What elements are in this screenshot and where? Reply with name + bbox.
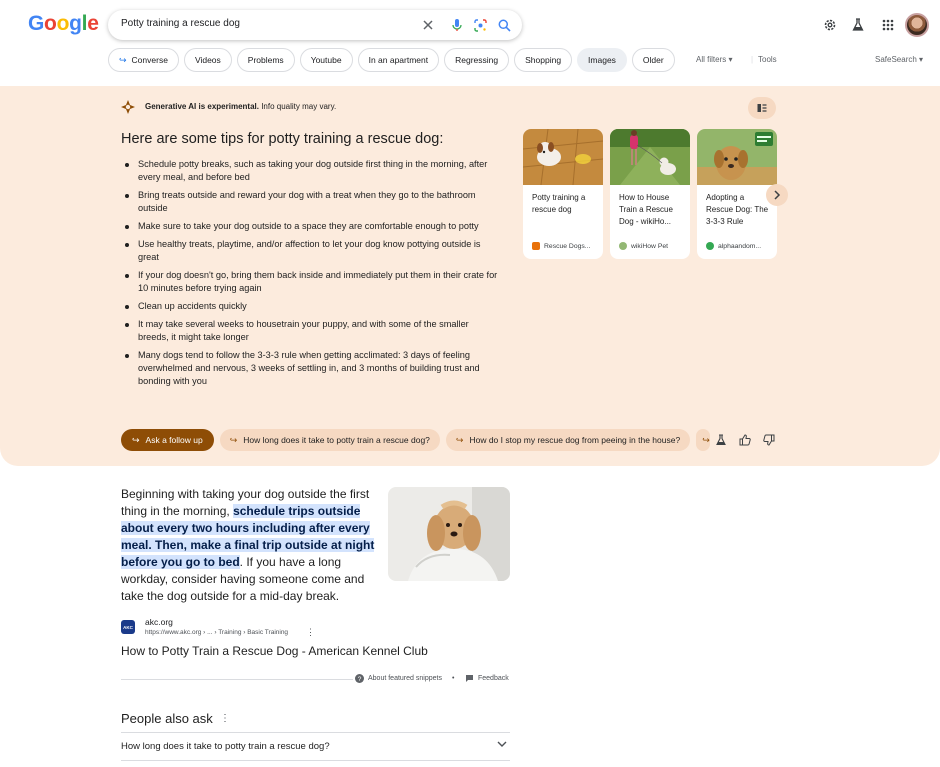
filter-chip-label: Problems	[247, 55, 284, 65]
search-box[interactable]	[108, 10, 522, 40]
feedback-icons	[714, 431, 776, 449]
follow-up-chip[interactable]	[696, 429, 710, 451]
filter-chip-videos[interactable]	[184, 48, 232, 72]
card-title: Potty training a rescue dog	[532, 193, 586, 214]
reply-arrow-icon: ↪	[119, 54, 127, 65]
source-favicon	[532, 242, 540, 250]
all-filters-label: All filters	[696, 55, 727, 64]
tip-item: Use healthy treats, playtime, and/or affection to let your dog know pottying outside is great	[121, 238, 501, 264]
more-options-icon[interactable]: ⋮	[220, 713, 230, 724]
filter-chip-converse[interactable]	[108, 48, 179, 72]
akc-favicon[interactable]: AKC	[121, 620, 135, 634]
filter-chip-images[interactable]	[577, 48, 627, 72]
ai-overview	[0, 86, 940, 466]
tools-button[interactable]: Tools	[758, 55, 777, 64]
ask-follow-up-label: Ask a follow up	[145, 435, 203, 445]
card-source	[619, 242, 668, 250]
about-label: About featured snippets	[368, 675, 442, 682]
card-title: How to House Train a Rescue Dog - wikiHo...	[619, 193, 673, 226]
labs-icon[interactable]	[714, 431, 728, 449]
card-source-label: wikiHow Pet	[631, 242, 669, 250]
svg-text:?: ?	[357, 676, 362, 683]
follow-up-chip[interactable]	[446, 429, 690, 451]
thumbs-up-icon[interactable]	[738, 431, 752, 449]
logo-letter: l	[81, 12, 88, 35]
card-thumbnail	[697, 129, 777, 185]
tip-item: It may take several weeks to housetrain your puppy, and with some of the smaller breeds, it might take longer	[121, 318, 501, 344]
filter-chip-label: Videos	[194, 55, 221, 65]
snippet-image[interactable]	[388, 487, 510, 581]
labs-icon[interactable]	[848, 12, 868, 38]
google-logo[interactable]	[28, 12, 99, 36]
card-source-label: Rescue Dogs...	[544, 242, 591, 250]
feedback-icon	[465, 674, 474, 683]
source-favicon	[619, 242, 627, 250]
filter-chip-label: Images	[588, 55, 616, 65]
reply-arrow-icon: ↪	[229, 434, 238, 445]
card-title: Adopting a Rescue Dog: The 3-3-3 Rule	[706, 193, 769, 226]
ai-disclaimer-rest: Info quality may vary.	[258, 102, 337, 111]
snippet-text-after: . If you have a long workday, consider having someone come and take the dog outside for a mid-day break.	[121, 555, 365, 603]
tip-item: Bring treats outside and reward your dog with a treat when they go to the bathroom outside	[121, 189, 501, 215]
help-icon	[355, 674, 364, 683]
reply-arrow-icon: ↪	[702, 434, 710, 445]
close-icon[interactable]	[420, 17, 436, 33]
tips-list	[121, 158, 501, 393]
filter-chip-regressing[interactable]	[444, 48, 509, 72]
source-site-name[interactable]: akc.org	[145, 617, 173, 627]
filter-chip-in-an-apartment[interactable]	[358, 48, 440, 72]
ai-disclaimer	[145, 102, 336, 111]
card-source-label: alphaandom...	[718, 242, 762, 250]
follow-up-chip[interactable]	[220, 429, 440, 451]
filter-chip-label: Older	[642, 55, 664, 65]
caret-down-icon: ▾	[728, 55, 733, 64]
lens-icon[interactable]	[472, 17, 488, 33]
divider	[121, 732, 510, 733]
source-url[interactable]: https://www.akc.org › ... › Training › Basic Training	[145, 629, 289, 636]
tip-item: Clean up accidents quickly	[121, 300, 501, 313]
more-options-icon[interactable]: ⋮	[306, 627, 315, 637]
feedback-button[interactable]	[465, 674, 509, 683]
snippet-text-before: Beginning with taking your dog outside the first thing in the morning,	[121, 487, 370, 518]
settings-icon[interactable]	[820, 12, 840, 38]
reply-arrow-icon: ↪	[132, 434, 140, 445]
logo-letter: e	[87, 12, 99, 35]
source-favicon	[706, 242, 714, 250]
logo-letter: o	[56, 12, 70, 35]
ai-overview-title: Here are some tips for potty training a rescue dog:	[121, 131, 444, 147]
follow-up-chip-label: How long does it take to potty train a rescue dog?	[243, 435, 430, 445]
divider	[121, 760, 510, 761]
result-title-link[interactable]: How to Potty Train a Rescue Dog - American Kennel Club	[121, 644, 428, 658]
card-thumbnail	[523, 129, 603, 185]
filter-chip-label: Regressing	[455, 55, 499, 65]
dot-separator: •	[451, 675, 455, 682]
paa-question[interactable]: How long does it take to potty train a rescue dog?	[121, 741, 330, 752]
logo-letter: G	[28, 12, 45, 35]
thumbs-down-icon[interactable]	[762, 431, 776, 449]
avatar[interactable]	[905, 13, 929, 37]
filter-chip-label: Converse	[131, 55, 168, 65]
people-also-ask-title: People also ask	[121, 711, 213, 726]
filter-chip-youtube[interactable]	[300, 48, 353, 72]
divider	[121, 679, 353, 680]
about-featured-snippets[interactable]	[355, 674, 454, 683]
filter-chip-older[interactable]	[632, 48, 675, 72]
safesearch-button[interactable]	[875, 55, 923, 64]
tip-item: Many dogs tend to follow the 3-3-3 rule when getting acclimated: 3 days of feeling overwhelmed and nervous, 3 weeks of settling in, and 3 months of building trust and bonding with you	[121, 349, 501, 388]
tip-item: Make sure to take your dog outside to a space they are comfortable enough to potty	[121, 220, 501, 233]
featured-snippet-text	[121, 486, 379, 605]
filter-chip-shopping[interactable]	[514, 48, 572, 72]
tip-item: Schedule potty breaks, such as taking your dog outside first thing in the morning, after every meal, and before bed	[121, 158, 501, 184]
filter-chip-label: In an apartment	[368, 55, 429, 65]
source-card[interactable]	[523, 129, 603, 259]
ai-disclaimer-bold: Generative AI is experimental.	[145, 102, 259, 111]
feedback-label: Feedback	[478, 675, 509, 682]
layout-toggle-button[interactable]	[748, 97, 776, 119]
follow-up-chip-label: How do I stop my rescue dog from peeing in the house?	[469, 435, 681, 445]
chevron-right-icon[interactable]	[766, 184, 788, 206]
follow-up-row	[121, 429, 710, 451]
card-source	[706, 242, 761, 250]
ask-follow-up-button[interactable]	[121, 429, 214, 451]
header	[0, 0, 940, 86]
apps-icon[interactable]	[878, 12, 898, 38]
snippet-highlight: schedule trips outside about every two hours including after every meal. Then, make a final trip outside at night before you go to bed	[121, 504, 375, 569]
card-thumbnail	[610, 129, 690, 185]
source-cards	[523, 129, 777, 259]
tip-item: If your dog doesn't go, bring them back inside and immediately put them in their crate for 10 minutes before trying again	[121, 269, 501, 295]
filter-chip-label: Youtube	[310, 55, 342, 65]
filter-chips	[108, 48, 675, 72]
filters-divider: |	[751, 55, 754, 64]
chevron-down-icon[interactable]	[497, 740, 507, 751]
all-filters-button[interactable]	[696, 55, 732, 64]
filter-chip-label: Shopping	[525, 55, 562, 65]
logo-letter: o	[44, 12, 57, 35]
card-source	[532, 242, 590, 250]
caret-down-icon: ▾	[919, 55, 924, 64]
filter-chip-problems[interactable]	[237, 48, 295, 72]
safesearch-label: SafeSearch	[875, 55, 917, 64]
logo-letter: g	[69, 12, 82, 35]
gemini-sparkle-icon	[121, 100, 135, 114]
search-input[interactable]: Potty training a rescue dog	[121, 18, 240, 29]
search-icon[interactable]	[496, 17, 512, 33]
source-card[interactable]	[610, 129, 690, 259]
source-card[interactable]	[697, 129, 777, 259]
mic-icon[interactable]	[449, 17, 465, 33]
reply-arrow-icon: ↪	[455, 434, 464, 445]
